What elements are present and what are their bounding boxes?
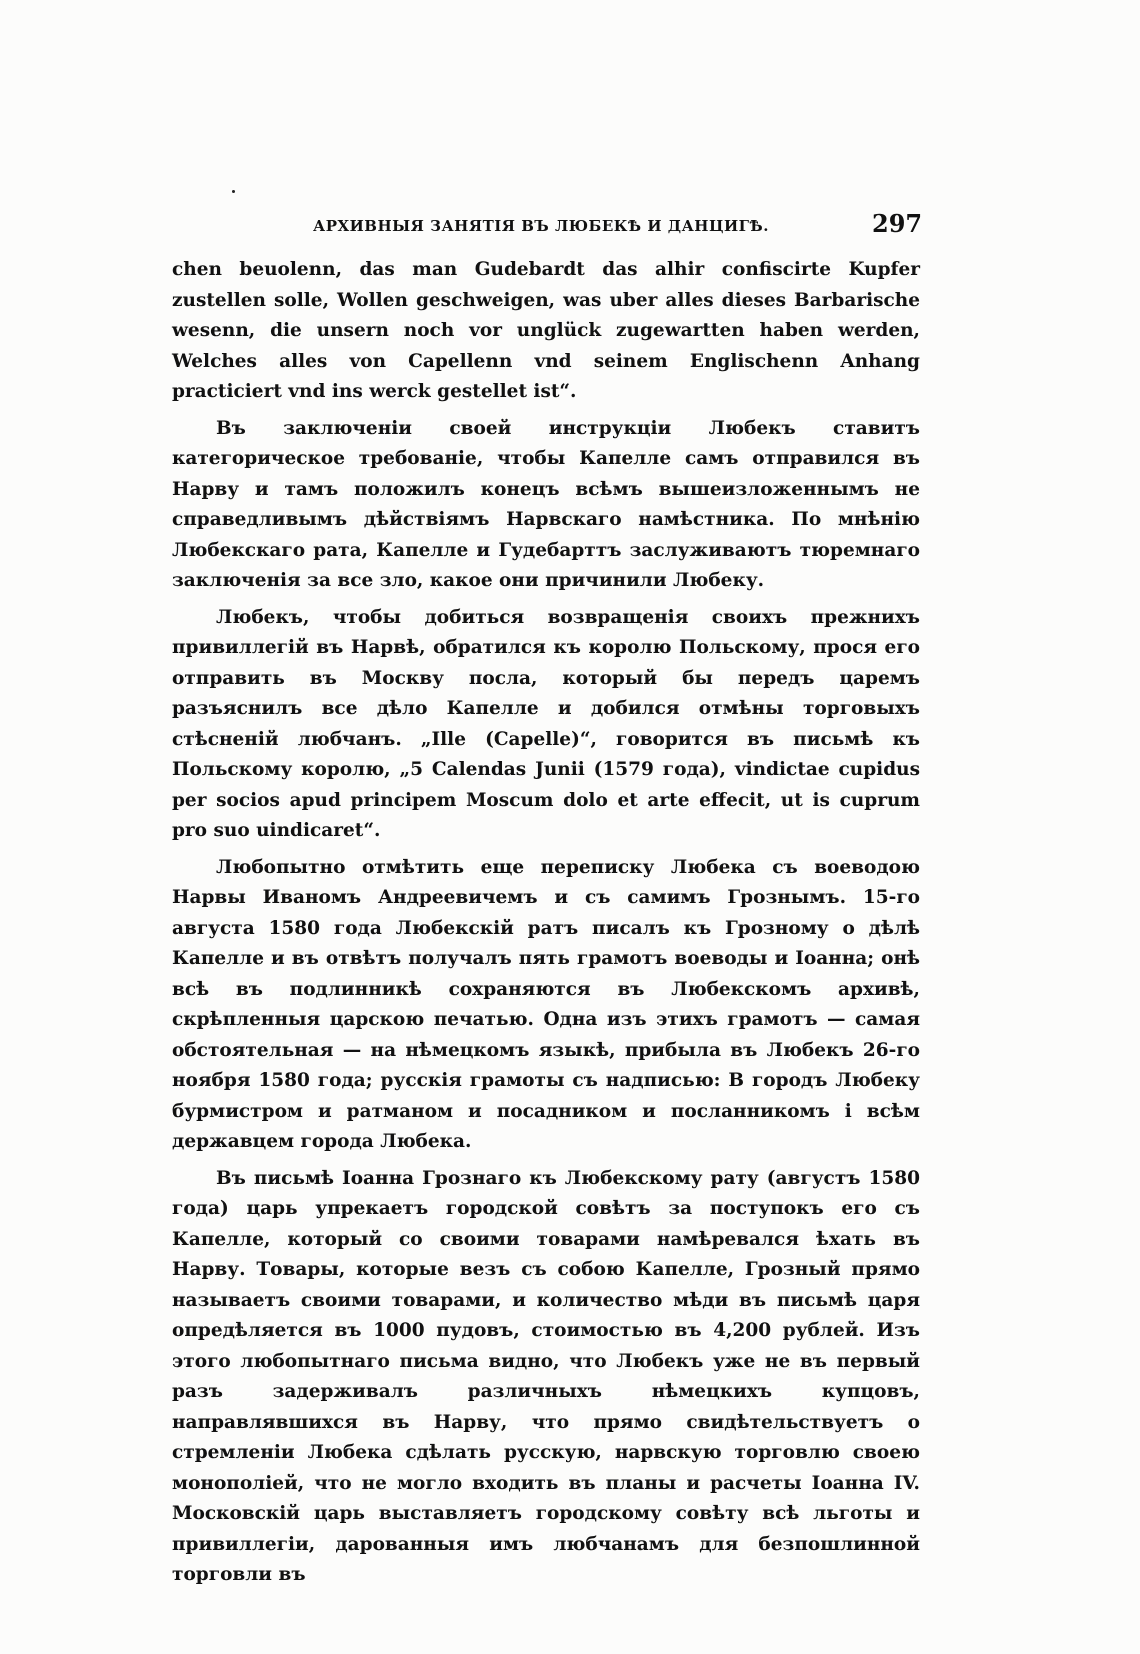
paragraph: chen beuolenn, das man Gudebardt das alhir confiscirte Kupfer zustellen solle, Wollen geschweigen, was uber alles dieses Barbarische wesenn, die unsern noch vor unglück zugewartten haben werden, Welches alles von Capellenn vnd seinem Englischenn Anhang practiciert vnd ins werck gestellet ist“.: [172, 259, 920, 402]
page-number: 297: [872, 209, 923, 238]
paragraph: Въ письмѣ Іоанна Грознаго къ Любекскому рату (августъ 1580 года) царь упрекаетъ городской совѣтъ за поступокъ его съ Капелле, который со своими товарами намѣревался ѣхать въ Нарву. Товары, которые везъ съ собою Капелле, Грозный прямо называетъ своими товарами, и количество мѣди въ письмѣ царя опредѣляется въ 1000 пудовъ, стоимостью въ 4,200 рублей. Изъ этого любопытнаго письма видно, что Любекъ уже не въ первый разъ задерживалъ различныхъ нѣмецкихъ купцовъ, направлявшихся въ Нарву, что прямо свидѣтельствуетъ о стремленіи Любека сдѣлать русскую, нарвскую торговлю своею монополіей, что не могло входить въ планы и расчеты Іоанна IV. Московскій царь выставляетъ городскому совѣту всѣ льготы и привиллегіи, дарованныя имъ любчанамъ для безпошлинной торговли въ: [172, 1167, 920, 1585]
body-text: [172, 255, 920, 1597]
paragraph: Любопытно отмѣтить еще переписку Любека съ воеводою Нарвы Иваномъ Андреевичемъ и съ самимъ Грознымъ. 15-го августа 1580 года Любекскій ратъ писалъ къ Грозному о дѣлѣ Капелле и въ отвѣтъ получалъ пять грамотъ воеводы и Іоанна; онѣ всѣ въ подлинникѣ сохраняются въ Любекскомъ архивѣ, скрѣпленныя царскою печатью. Одна изъ этихъ грамотъ — самая обстоятельная — на нѣмецкомъ языкѣ, прибыла въ Любекъ 26-го ноября 1580 года; русскія грамоты съ надписью: В городъ Любеку бурмистром и ратманом и посадником и посланникомъ і всѣм державцем города Любека.: [172, 856, 920, 1152]
paragraph: Въ заключеніи своей инструкціи Любекъ ставитъ категорическое требованіе, чтобы Капелле самъ отправился въ Нарву и тамъ положилъ конецъ всѣмъ вышеизложеннымъ не справедливымъ дѣйствіямъ Нарвскаго намѣстника. По мнѣнію Любекскаго рата, Капелле и Гудебарттъ заслуживаютъ тюремнаго заключенія за все зло, какое они причинили Любеку.: [172, 417, 920, 591]
ink-speck: [232, 190, 235, 193]
paragraph: Любекъ, чтобы добиться возвращенія своихъ прежнихъ привиллегій въ Нарвѣ, обратился къ королю Польскому, прося его отправить въ Москву посла, который бы передъ царемъ разъяснилъ все дѣло Капелле и добился отмѣны торговыхъ стѣсненій любчанъ. „Ille (Capelle)“, говорится въ письмѣ къ Польскому королю, „5 Calendas Junii (1579 года), vindictae cupidus per socios apud principem Moscum dolo et arte effecit, ut is cuprum pro suo uindicaret“.: [172, 606, 920, 841]
page-header: [0, 207, 1140, 247]
running-title: АРХИВНЫЯ ЗАНЯТІЯ ВЪ ЛЮБЕКѢ И ДАНЦИГѢ.: [313, 217, 769, 235]
